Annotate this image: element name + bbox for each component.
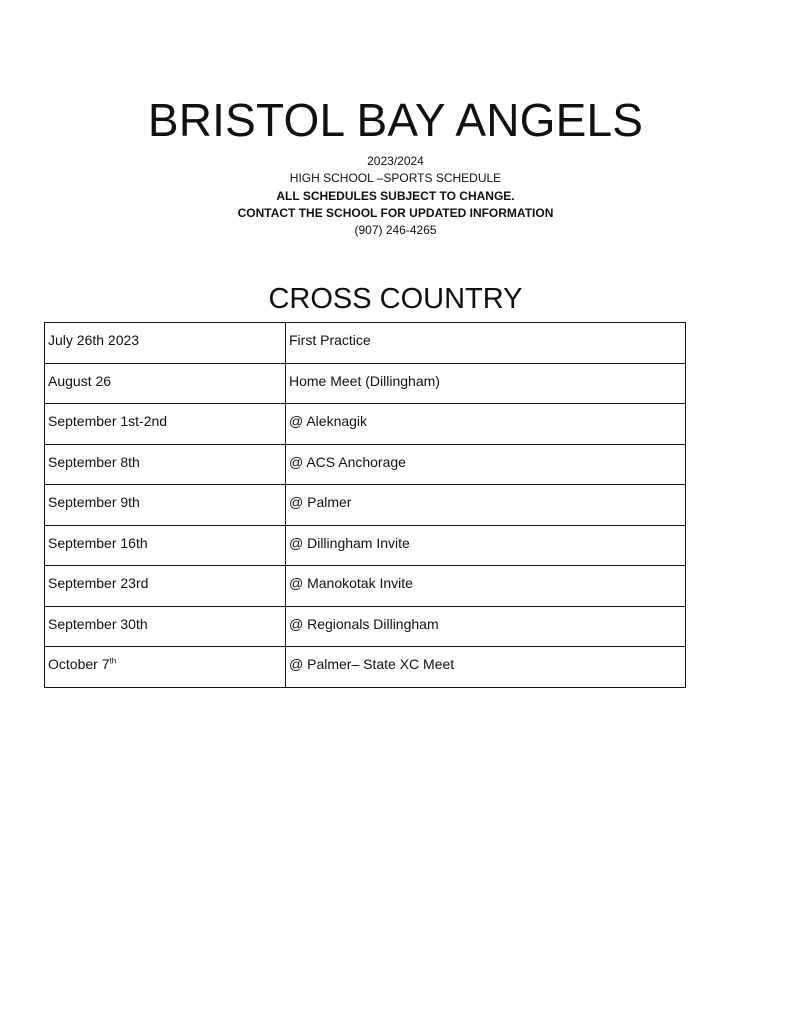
table-row [45, 485, 686, 526]
contact-notice: CONTACT THE SCHOOL FOR UPDATED INFORMATION [237, 206, 554, 220]
date-cell: September 8th [45, 444, 286, 485]
page-title: BRISTOL BAY ANGELS [147, 94, 644, 146]
date-cell: September 16th [45, 525, 286, 566]
table-row [45, 525, 686, 566]
event-cell: @ Manokotak Invite [286, 566, 686, 607]
table-row [45, 323, 686, 364]
date-cell: September 1st-2nd [45, 404, 286, 445]
event-cell: First Practice [286, 323, 686, 364]
event-cell: @ Palmer [286, 485, 686, 526]
date-cell: September 30th [45, 606, 286, 647]
date-cell: September 23rd [45, 566, 286, 607]
table-row [45, 444, 686, 485]
date-cell: September 9th [45, 485, 286, 526]
section-title: CROSS COUNTRY [268, 283, 523, 315]
date-text: October 7 [48, 656, 110, 672]
event-cell: @ Regionals Dillingham [286, 606, 686, 647]
schedule-type: HIGH SCHOOL –SPORTS SCHEDULE [289, 171, 502, 185]
schedule-table [44, 322, 686, 688]
table-row [45, 647, 686, 688]
table-row [45, 363, 686, 404]
event-cell: @ ACS Anchorage [286, 444, 686, 485]
date-cell: August 26 [45, 363, 286, 404]
event-cell: Home Meet (Dillingham) [286, 363, 686, 404]
event-cell: @ Aleknagik [286, 404, 686, 445]
date-cell: July 26th 2023 [45, 323, 286, 364]
school-year: 2023/2024 [367, 154, 424, 168]
change-notice: ALL SCHEDULES SUBJECT TO CHANGE. [276, 189, 515, 203]
event-cell: @ Palmer– State XC Meet [286, 647, 686, 688]
table-row [45, 404, 686, 445]
phone-number: (907) 246-4265 [354, 223, 437, 237]
date-cell [45, 647, 286, 688]
table-row [45, 566, 686, 607]
table-row [45, 606, 686, 647]
event-cell: @ Dillingham Invite [286, 525, 686, 566]
date-suffix: th [109, 656, 117, 666]
